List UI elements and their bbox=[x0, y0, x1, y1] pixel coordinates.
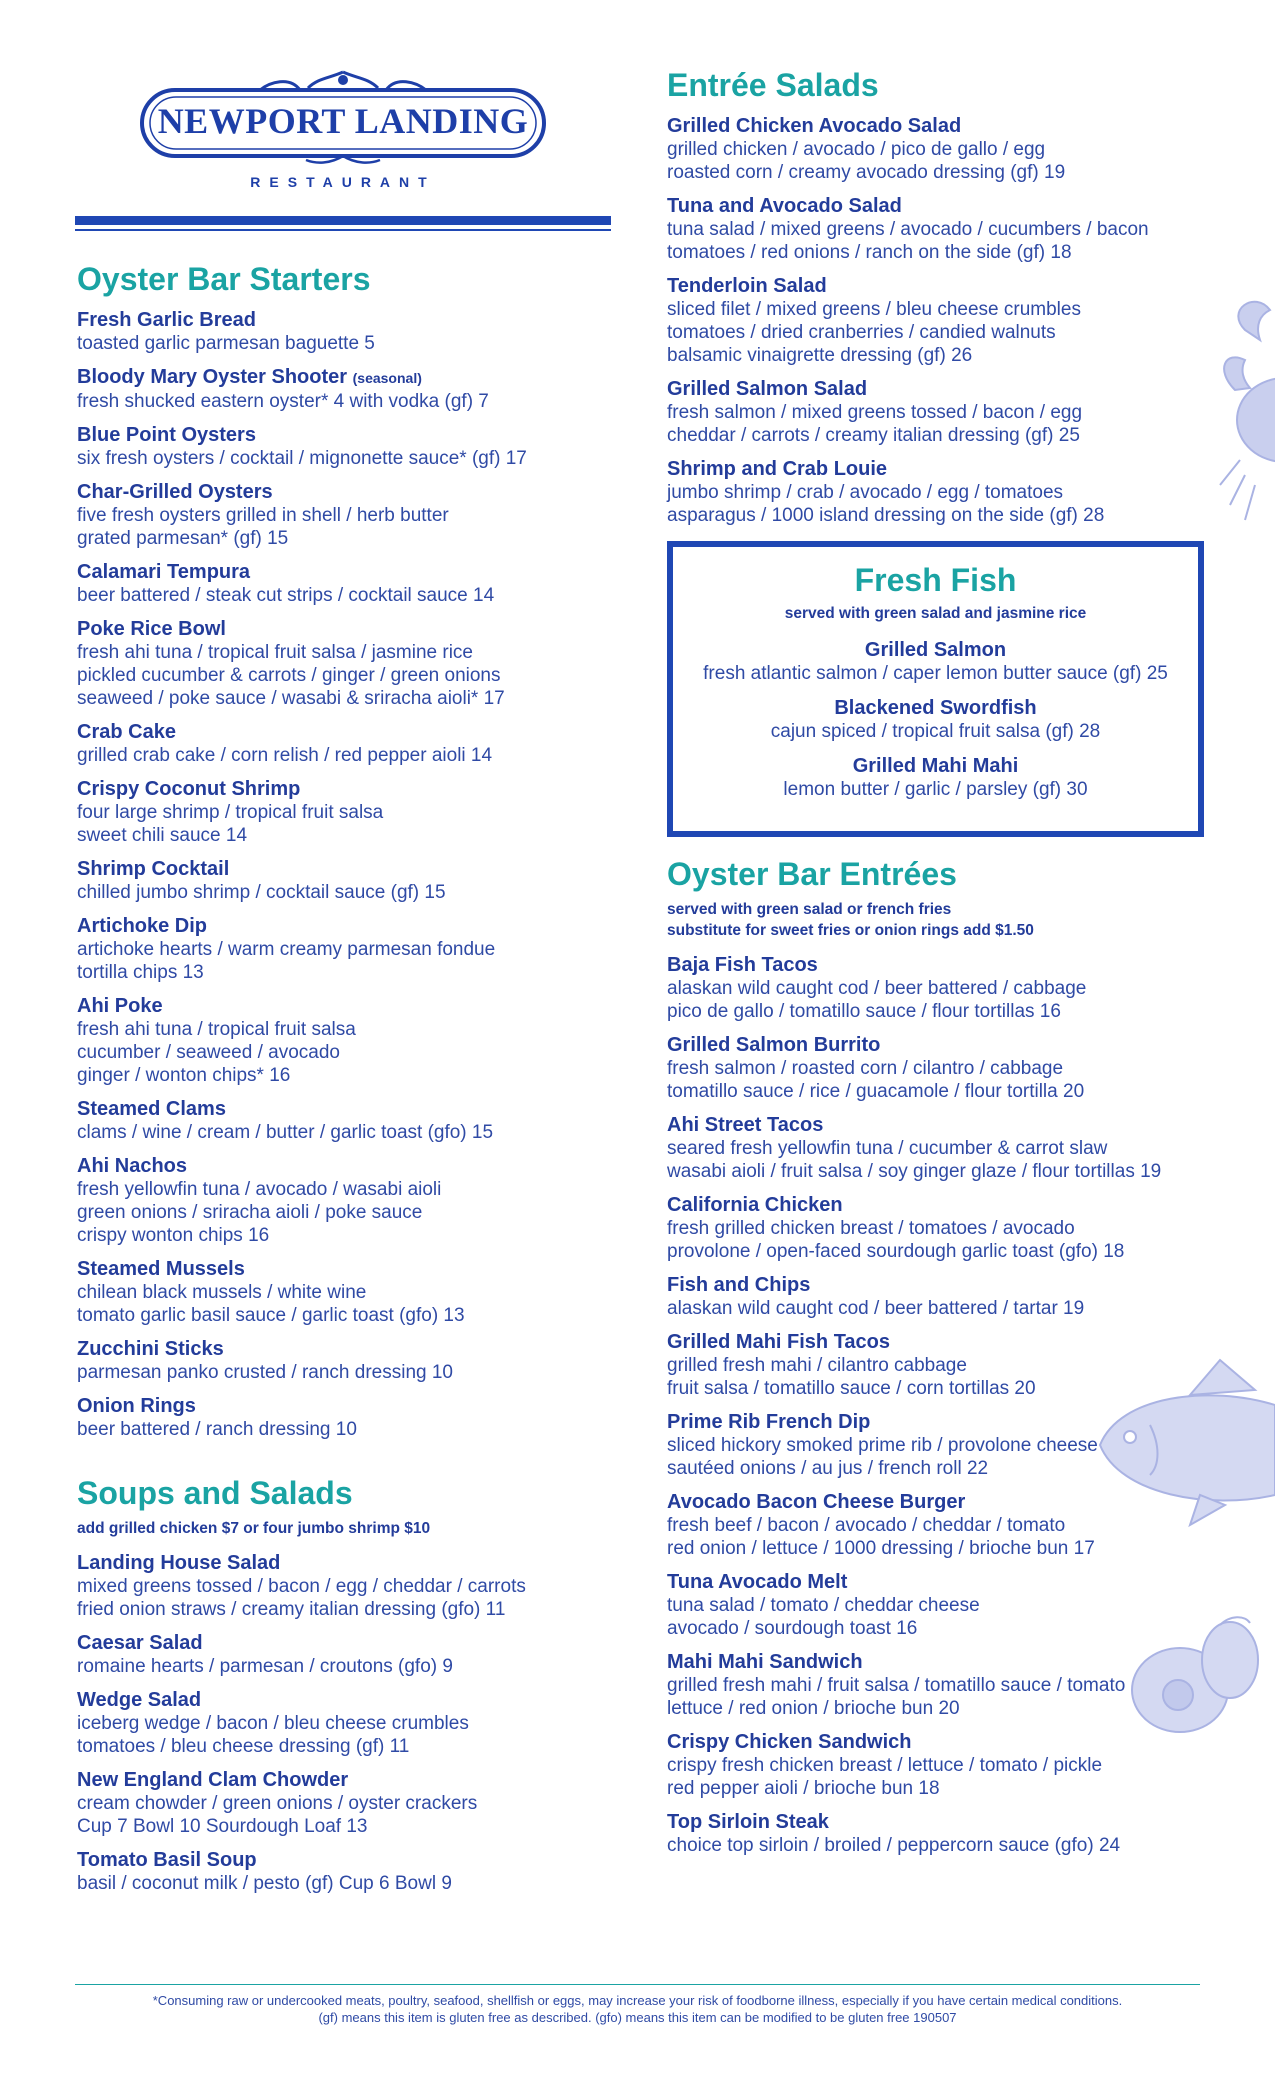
menu-item-title: Prime Rib French Dip bbox=[667, 1411, 871, 1434]
logo-name: NEWPORT LANDING bbox=[157, 101, 529, 141]
menu-item bbox=[667, 1034, 1207, 1103]
right-column bbox=[667, 68, 1207, 1868]
menu-item-name bbox=[77, 858, 617, 881]
menu-item-name bbox=[667, 1491, 1207, 1514]
menu-item-description: beer battered / steak cut strips / cocktail sauce 14 bbox=[77, 585, 495, 607]
menu-item bbox=[667, 115, 1207, 184]
menu-item-description: grilled crab cake / corn relish / red pepper aioli 14 bbox=[77, 745, 493, 767]
menu-item-description: toasted garlic parmesan baguette 5 bbox=[77, 333, 375, 355]
menu-item bbox=[77, 366, 617, 413]
menu-item-name bbox=[77, 366, 617, 390]
menu-item-description: beer battered / ranch dressing 10 bbox=[77, 1419, 357, 1441]
menu-item-name bbox=[77, 1769, 617, 1792]
menu-item-title: Shrimp Cocktail bbox=[77, 858, 230, 881]
menu-item bbox=[667, 1491, 1207, 1560]
menu-item-title: Ahi Street Tacos bbox=[667, 1114, 824, 1137]
menu-item-title: Tuna and Avocado Salad bbox=[667, 195, 902, 218]
menu-item bbox=[77, 1849, 617, 1895]
menu-item-name bbox=[77, 778, 617, 801]
menu-item-title: Grilled Mahi Mahi bbox=[852, 755, 1019, 778]
menu-item-name bbox=[77, 721, 617, 744]
menu-item-title: Calamari Tempura bbox=[77, 561, 251, 584]
menu-item-name bbox=[683, 755, 1188, 778]
menu-item-name bbox=[77, 1689, 617, 1712]
menu-item-name bbox=[667, 195, 1207, 218]
menu-item-title: Crispy Chicken Sandwich bbox=[667, 1731, 912, 1754]
footer-gluten-note: (gf) means this item is gluten free as described. (gfo) means this item can be modified to be gluten free 190507 bbox=[318, 2010, 957, 2025]
crab-illustration bbox=[1215, 270, 1275, 530]
menu-item-name bbox=[77, 1155, 617, 1178]
menu-item bbox=[77, 778, 617, 847]
menu-item bbox=[667, 1411, 1207, 1480]
menu-item bbox=[77, 481, 617, 550]
menu-item-description: chilled jumbo shrimp / cocktail sauce (gf) 15 bbox=[77, 882, 446, 904]
menu-item bbox=[77, 309, 617, 355]
menu-item-name bbox=[667, 1274, 1207, 1297]
menu-item-title: Grilled Mahi Fish Tacos bbox=[667, 1331, 891, 1354]
menu-item bbox=[77, 1689, 617, 1758]
menu-item bbox=[667, 275, 1207, 367]
menu-item-name bbox=[667, 115, 1207, 138]
menu-item bbox=[77, 1769, 617, 1838]
menu-item bbox=[667, 1331, 1207, 1400]
menu-item-title: Tuna Avocado Melt bbox=[667, 1571, 848, 1594]
entrees-note: served with green salad or french fries substitute for sweet fries or onion rings add $1.50 bbox=[667, 901, 1034, 940]
menu-item bbox=[77, 858, 617, 904]
menu-item-name bbox=[667, 1114, 1207, 1137]
menu-item-name bbox=[667, 1571, 1207, 1594]
menu-item bbox=[77, 995, 617, 1087]
soups-note: add grilled chicken $7 or four jumbo shrimp $10 bbox=[77, 1520, 431, 1538]
entree-salads-title: Entrée Salads bbox=[667, 67, 879, 103]
menu-item-name bbox=[667, 1034, 1207, 1057]
menu-item bbox=[683, 755, 1188, 801]
menu-item-description: mixed greens tossed / bacon / egg / cheddar / carrots fried onion straws / creamy italian dressing (gfo) 11 bbox=[77, 1576, 526, 1621]
menu-item-name bbox=[77, 1632, 617, 1655]
menu-item bbox=[667, 1571, 1207, 1640]
menu-item-title: Ahi Nachos bbox=[77, 1155, 188, 1178]
menu-item bbox=[77, 561, 617, 607]
menu-item-description: lemon butter / garlic / parsley (gf) 30 bbox=[783, 779, 1088, 801]
menu-item-name bbox=[667, 1194, 1207, 1217]
header-rule-thin bbox=[75, 229, 611, 231]
menu-item-title: California Chicken bbox=[667, 1194, 843, 1217]
menu-item-description: fresh yellowfin tuna / avocado / wasabi aioli green onions / sriracha aioli / poke sauce crispy wonton chips 16 bbox=[77, 1179, 442, 1247]
menu-item-description: cream chowder / green onions / oyster crackers Cup 7 Bowl 10 Sourdough Loaf 13 bbox=[77, 1793, 478, 1838]
menu-item-name bbox=[77, 915, 617, 938]
left-column bbox=[77, 262, 617, 1906]
menu-item-description: alaskan wild caught cod / beer battered / tartar 19 bbox=[667, 1298, 1085, 1320]
header-rule-thick bbox=[75, 216, 611, 225]
menu-item-title: Shrimp and Crab Louie bbox=[667, 458, 888, 481]
menu-item-description: sliced filet / mixed greens / bleu cheese crumbles tomatoes / dried cranberries / candied walnuts balsamic vinaigrette dressing (gf) 26 bbox=[667, 299, 1081, 367]
menu-item-name bbox=[77, 561, 617, 584]
menu-item-title: Grilled Salmon bbox=[864, 639, 1007, 662]
menu-item-name bbox=[77, 1338, 617, 1361]
menu-item bbox=[667, 1114, 1207, 1183]
menu-item-description: romaine hearts / parmesan / croutons (gfo) 9 bbox=[77, 1656, 453, 1678]
menu-item bbox=[77, 1338, 617, 1384]
menu-item-description: choice top sirloin / broiled / peppercorn sauce (gfo) 24 bbox=[667, 1835, 1121, 1857]
fresh-fish-box bbox=[667, 541, 1204, 837]
menu-item bbox=[77, 1552, 617, 1621]
menu-item bbox=[77, 618, 617, 710]
menu-item-name bbox=[667, 954, 1207, 977]
menu-item-name bbox=[77, 1098, 617, 1121]
logo-subtitle: RESTAURANT bbox=[250, 174, 436, 190]
menu-item-description: tuna salad / mixed greens / avocado / cucumbers / bacon tomatoes / red onions / ranch on the side (gf) 18 bbox=[667, 219, 1149, 264]
menu-item-title: Avocado Bacon Cheese Burger bbox=[667, 1491, 966, 1514]
menu-item-description: six fresh oysters / cocktail / mignonette sauce* (gf) 17 bbox=[77, 448, 527, 470]
entrees-title: Oyster Bar Entrées bbox=[667, 856, 957, 893]
menu-item bbox=[77, 1098, 617, 1144]
menu-item-title: Mahi Mahi Sandwich bbox=[667, 1651, 863, 1674]
menu-item-name bbox=[667, 1651, 1207, 1674]
menu-item-description: fresh ahi tuna / tropical fruit salsa / jasmine rice pickled cucumber & carrots / ginger / green onions seaweed / poke sauce / wasabi & sriracha aioli* 17 bbox=[77, 642, 505, 710]
menu-item-title: Fish and Chips bbox=[667, 1274, 811, 1297]
entree-salads-list bbox=[667, 115, 1207, 527]
menu-item-title: Blackened Swordfish bbox=[834, 697, 1037, 720]
footer-disclaimer: *Consuming raw or undercooked meats, poultry, seafood, shellfish or eggs, may increase your risk of foodborne illness, especially if you have certain medical conditions. bbox=[152, 1993, 1123, 2008]
menu-item-description: five fresh oysters grilled in shell / herb butter grated parmesan* (gf) 15 bbox=[77, 505, 449, 550]
menu-item-description: basil / coconut milk / pesto (gf) Cup 6 Bowl 9 bbox=[77, 1873, 452, 1895]
menu-item bbox=[667, 195, 1207, 264]
menu-item-name bbox=[667, 1811, 1207, 1834]
footer bbox=[75, 1992, 1200, 2026]
menu-item-name bbox=[683, 639, 1188, 662]
menu-item-description: jumbo shrimp / crab / avocado / egg / tomatoes asparagus / 1000 island dressing on the side (gf) 28 bbox=[667, 482, 1105, 527]
menu-item-description: iceberg wedge / bacon / bleu cheese crumbles tomatoes / bleu cheese dressing (gf) 11 bbox=[77, 1713, 469, 1758]
menu-item-title: Tenderloin Salad bbox=[667, 275, 827, 298]
menu-item-title: Crab Cake bbox=[77, 721, 176, 744]
menu-item-title: Steamed Clams bbox=[77, 1098, 226, 1121]
menu-item-title: Wedge Salad bbox=[77, 1689, 202, 1712]
menu-item bbox=[77, 1395, 617, 1441]
menu-item bbox=[683, 697, 1188, 743]
menu-item-title: Poke Rice Bowl bbox=[77, 618, 226, 641]
menu-item bbox=[77, 424, 617, 470]
menu-item-description: fresh shucked eastern oyster* 4 with vodka (gf) 7 bbox=[77, 391, 489, 413]
menu-item bbox=[667, 1651, 1207, 1720]
menu-item-name bbox=[667, 1731, 1207, 1754]
soups-title: Soups and Salads bbox=[77, 1475, 353, 1512]
menu-item-description: chilean black mussels / white wine tomato garlic basil sauce / garlic toast (gfo) 13 bbox=[77, 1282, 465, 1327]
menu-item-description: seared fresh yellowfin tuna / cucumber & carrot slaw wasabi aioli / fruit salsa / soy ginger glaze / flour tortillas 19 bbox=[667, 1138, 1162, 1183]
menu-item-name bbox=[77, 1395, 617, 1418]
menu-item-description: alaskan wild caught cod / beer battered / cabbage pico de gallo / tomatillo sauce / flour tortillas 16 bbox=[667, 978, 1087, 1023]
menu-item bbox=[667, 1274, 1207, 1320]
starters-title: Oyster Bar Starters bbox=[77, 261, 371, 297]
menu-item-description: crispy fresh chicken breast / lettuce / tomato / pickle red pepper aioli / brioche bun 18 bbox=[667, 1755, 1103, 1800]
menu-item-name bbox=[77, 1849, 617, 1872]
menu-item-description: grilled chicken / avocado / pico de gallo / egg roasted corn / creamy avocado dressing (gf) 19 bbox=[667, 139, 1066, 184]
menu-item bbox=[77, 721, 617, 767]
menu-item-title: Artichoke Dip bbox=[77, 915, 208, 938]
menu-item-title: Crispy Coconut Shrimp bbox=[77, 778, 301, 801]
menu-item-name bbox=[667, 378, 1207, 401]
menu-item-title: New England Clam Chowder bbox=[77, 1769, 349, 1792]
fresh-fish-note: served with green salad and jasmine rice bbox=[784, 605, 1087, 623]
menu-item-title: Caesar Salad bbox=[77, 1632, 203, 1655]
menu-item-title: Blue Point Oysters bbox=[77, 424, 256, 447]
menu-item-description: fresh beef / bacon / avocado / cheddar / tomato red onion / lettuce / 1000 dressing / brioche bun 17 bbox=[667, 1515, 1095, 1560]
menu-item-title: Grilled Salmon Salad bbox=[667, 378, 868, 401]
menu-item bbox=[667, 378, 1207, 447]
menu-item-description: tuna salad / tomato / cheddar cheese avocado / sourdough toast 16 bbox=[667, 1595, 980, 1640]
starters-list bbox=[77, 309, 617, 1441]
menu-item-description: sliced hickory smoked prime rib / provolone cheese sautéed onions / au jus / french roll 22 bbox=[667, 1435, 1098, 1480]
menu-item-name bbox=[667, 1411, 1207, 1434]
menu-item-description: parmesan panko crusted / ranch dressing 10 bbox=[77, 1362, 453, 1384]
menu-item-name bbox=[683, 697, 1188, 720]
menu-item bbox=[667, 1731, 1207, 1800]
menu-item-description: cajun spiced / tropical fruit salsa (gf) 28 bbox=[770, 721, 1101, 743]
menu-item-title: Zucchini Sticks bbox=[77, 1338, 224, 1361]
menu-item-description: fresh ahi tuna / tropical fruit salsa cucumber / seaweed / avocado ginger / wonton chips* 16 bbox=[77, 1019, 356, 1087]
footer-rule bbox=[75, 1984, 1200, 1985]
menu-item-name bbox=[77, 1258, 617, 1281]
fresh-fish-title: Fresh Fish bbox=[854, 562, 1017, 599]
fresh-fish-list bbox=[683, 639, 1188, 801]
menu-item-description: fresh atlantic salmon / caper lemon butter sauce (gf) 25 bbox=[703, 663, 1168, 685]
menu-item-name bbox=[77, 618, 617, 641]
menu-item-description: clams / wine / cream / butter / garlic toast (gfo) 15 bbox=[77, 1122, 494, 1144]
menu-item-title: Grilled Salmon Burrito bbox=[667, 1034, 881, 1057]
menu-item-description: grilled fresh mahi / cilantro cabbage fruit salsa / tomatillo sauce / corn tortillas 20 bbox=[667, 1355, 1036, 1400]
menu-item-title: Steamed Mussels bbox=[77, 1258, 245, 1281]
menu-item-description: four large shrimp / tropical fruit salsa sweet chili sauce 14 bbox=[77, 802, 384, 847]
menu-item-title: Fresh Garlic Bread bbox=[77, 309, 256, 332]
soups-list bbox=[77, 1552, 617, 1895]
menu-item-title: Bloody Mary Oyster Shooter bbox=[77, 366, 348, 389]
menu-item-name bbox=[667, 458, 1207, 481]
menu-item bbox=[667, 954, 1207, 1023]
menu-item-description: grilled fresh mahi / fruit salsa / tomatillo sauce / tomato lettuce / red onion / brioche bun 20 bbox=[667, 1675, 1126, 1720]
menu-item-title: Tomato Basil Soup bbox=[77, 1849, 257, 1872]
menu-item bbox=[77, 1155, 617, 1247]
menu-item bbox=[77, 1258, 617, 1327]
menu-item-name bbox=[77, 481, 617, 504]
menu-item-title: Char-Grilled Oysters bbox=[77, 481, 273, 504]
restaurant-logo bbox=[140, 68, 546, 196]
menu-item-tag: (seasonal) bbox=[352, 370, 422, 387]
menu-item bbox=[683, 639, 1188, 685]
menu-item-name bbox=[77, 995, 617, 1018]
menu-item-description: fresh salmon / roasted corn / cilantro / cabbage tomatillo sauce / rice / guacamole / flour tortilla 20 bbox=[667, 1058, 1085, 1103]
menu-item-description: fresh grilled chicken breast / tomatoes / avocado provolone / open-faced sourdough garlic toast (gfo) 18 bbox=[667, 1218, 1125, 1263]
menu-item-description: fresh salmon / mixed greens tossed / bacon / egg cheddar / carrots / creamy italian dressing (gf) 25 bbox=[667, 402, 1083, 447]
menu-item-title: Grilled Chicken Avocado Salad bbox=[667, 115, 962, 138]
entrees-list bbox=[667, 954, 1207, 1857]
menu-item-title: Ahi Poke bbox=[77, 995, 163, 1018]
menu-item-name bbox=[77, 424, 617, 447]
menu-item bbox=[77, 1632, 617, 1678]
menu-item bbox=[667, 458, 1207, 527]
menu-item-title: Landing House Salad bbox=[77, 1552, 281, 1575]
menu-item bbox=[667, 1811, 1207, 1857]
menu-item-description: artichoke hearts / warm creamy parmesan fondue tortilla chips 13 bbox=[77, 939, 496, 984]
menu-item bbox=[77, 915, 617, 984]
menu-item-title: Baja Fish Tacos bbox=[667, 954, 818, 977]
menu-item-title: Onion Rings bbox=[77, 1395, 196, 1418]
menu-item-name bbox=[77, 1552, 617, 1575]
menu-item bbox=[667, 1194, 1207, 1263]
menu-item-name bbox=[77, 309, 617, 332]
menu-item-title: Top Sirloin Steak bbox=[667, 1811, 829, 1834]
menu-item-name bbox=[667, 275, 1207, 298]
menu-item-name bbox=[667, 1331, 1207, 1354]
